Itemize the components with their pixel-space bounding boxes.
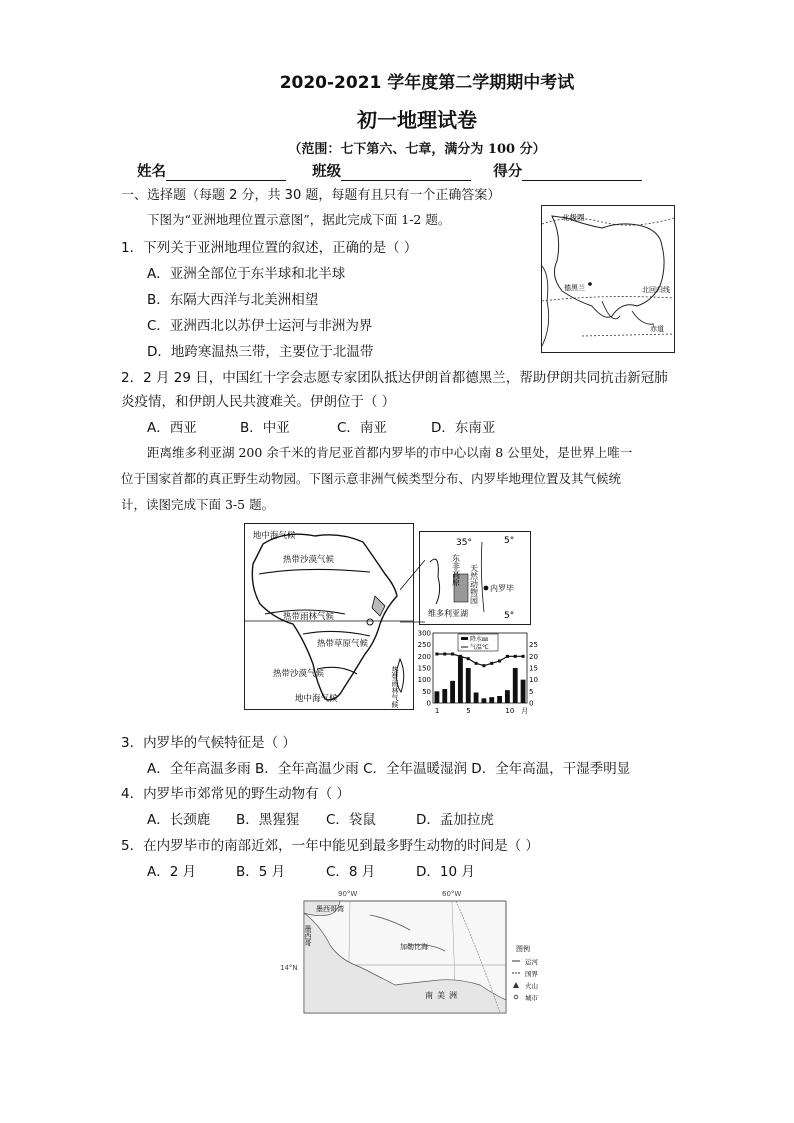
legend-title: 图例 [516, 945, 530, 953]
name-label: 姓名 [137, 164, 166, 180]
asia-location-map [541, 205, 675, 353]
inset-label-wildlife-park: 天然动物园 [469, 564, 479, 604]
q5-option-d[interactable]: D．10 月 [416, 864, 475, 880]
precip-bar-6 [474, 693, 479, 704]
q5-option-c[interactable]: C．8 月 [326, 864, 376, 880]
temperature-point-8 [490, 662, 493, 665]
mexico-label: 墨西哥 [304, 925, 312, 946]
precip-bar-1 [435, 691, 440, 703]
lon-90w-label: 90°W [338, 890, 358, 898]
left-axis-tick-4: 200 [417, 652, 431, 661]
zone-label-desert-north: 热带沙漠气候 [283, 555, 335, 565]
q1-option-a[interactable]: A．亚洲全部位于东半球和北半球 [147, 266, 346, 282]
question-1-stem: 1．下列关于亚洲地理位置的叙述，正确的是（ ） [121, 240, 418, 256]
q2-option-a[interactable]: A．西亚 [147, 420, 197, 436]
precip-bar-12 [521, 680, 526, 703]
passage-line2: 位于国家首都的真正野生动物园。下图示意非洲气候类型分布、内罗毕地理位置及其气候统 [121, 471, 622, 486]
class-label: 班级 [312, 164, 342, 180]
inset-label-35deg: 35° [456, 538, 472, 548]
q3-options[interactable]: A．全年高温多雨 B．全年高温少雨 C．全年温暖湿润 D．全年高温，干湿季明显 [147, 761, 631, 777]
temperature-point-10 [506, 655, 509, 658]
nairobi-inset-map [419, 531, 531, 625]
question-4-stem: 4．内罗毕市郊常见的野生动物有（ ） [121, 786, 350, 802]
temperature-point-7 [482, 664, 485, 667]
exam-title: 2020-2021 学年度第二学期期中考试 [279, 73, 575, 93]
inset-label-lake-victoria: 维多利亚湖 [428, 609, 468, 618]
lon-60w-label: 60°W [442, 890, 462, 898]
passage-line1: 距离维多利亚湖 200 余千米的肯尼亚首都内罗毕的市中心以南 8 公里处，是世界上唯一 [147, 445, 633, 460]
left-axis-tick-0: 0 [426, 699, 431, 708]
city-icon [514, 995, 518, 999]
section-heading: 一、选择题（每题 2 分，共 30 题，每题有且只有一个正确答案） [121, 188, 501, 203]
right-axis-tick-2: 10 [529, 676, 538, 685]
right-axis-tick-5: 25 [529, 641, 538, 650]
question-5-stem: 5．在内罗毕市的南部近郊，一年中能见到最多野生动物的时间是（ ） [121, 838, 539, 854]
gulf-of-mexico-label: 墨西哥湾 [316, 905, 344, 913]
left-axis-tick-6: 300 [417, 629, 431, 638]
legend-canal: 运河 [525, 958, 538, 966]
inset-label-nairobi: 内罗毕 [490, 584, 514, 593]
volcano-icon [513, 982, 519, 988]
q4-option-a[interactable]: A．长颈鹿 [147, 812, 211, 828]
precip-bar-4 [458, 656, 463, 703]
central-america-map [280, 885, 550, 1020]
q4-option-c[interactable]: C．袋鼠 [326, 812, 376, 828]
q2-option-b[interactable]: B．中亚 [240, 420, 290, 436]
class-field[interactable] [341, 164, 471, 181]
temperature-point-12 [522, 655, 525, 658]
q5-option-a[interactable]: A．2 月 [147, 864, 197, 880]
left-axis-tick-5: 250 [417, 641, 431, 650]
left-axis-tick-3: 150 [417, 664, 431, 673]
right-axis-tick-3: 15 [529, 664, 538, 673]
precip-bar-11 [513, 668, 518, 703]
zone-label-med-south: 地中海气候 [295, 694, 338, 704]
legend-volcano: 火山 [525, 982, 538, 990]
legend-border: 国界 [525, 970, 538, 978]
precip-bar-5 [466, 668, 471, 703]
legend-precip-swatch [461, 637, 468, 640]
legend-temp-label: 气温℃ [470, 644, 489, 651]
score-field[interactable] [522, 164, 642, 181]
student-info-row [137, 160, 642, 181]
legend-precip-label: 降水㎜ [470, 636, 489, 643]
right-axis-tick-4: 20 [529, 652, 538, 661]
map-intro: 下图为“亚洲地理位置示意图”，据此完成下面 1-2 题。 [147, 212, 451, 227]
x-tick-3: 月 [521, 707, 529, 715]
q5-option-b[interactable]: B．5 月 [236, 864, 286, 880]
temperature-point-11 [514, 655, 517, 658]
africa-climate-map [244, 523, 414, 710]
left-axis-tick-2: 100 [417, 676, 431, 685]
question-2-stem-line2: 炎疫情，和伊朗人民共渡难关。伊朗位于（ ） [121, 394, 396, 410]
zone-label-rainforest-madagascar: 热带雨林气候 [391, 666, 399, 708]
q4-option-d[interactable]: D．孟加拉虎 [416, 812, 494, 828]
x-tick-2: 10 [505, 707, 515, 715]
q2-option-c[interactable]: C．南亚 [337, 420, 387, 436]
x-tick-1: 5 [466, 707, 471, 715]
score-label: 得分 [493, 164, 523, 180]
lat-14n-label: 14°N [280, 964, 298, 972]
legend-city: 城市 [525, 994, 538, 1002]
temperature-point-9 [498, 660, 501, 663]
q1-option-c[interactable]: C．亚洲西北以苏伊士运河与非洲为界 [147, 318, 373, 334]
temperature-point-4 [459, 655, 462, 658]
zone-label-rainforest: 热带雨林气候 [283, 612, 335, 622]
precip-bar-7 [482, 698, 487, 703]
temperature-point-1 [435, 653, 438, 656]
nairobi-climate-chart [415, 625, 547, 717]
inset-label-5deg-north: 5° [504, 536, 515, 546]
temperature-point-3 [451, 653, 454, 656]
south-america-label: 南美洲 [425, 991, 461, 1000]
exam-scope: （范围：七下第六、七章，满分为 100 分） [288, 142, 546, 157]
question-2-stem-line1: 2．2 月 29 日，中国红十字会志愿专家团队抵达伊朗首都德黑兰，帮助伊朗共同抗击新冠肺 [121, 370, 668, 386]
zone-label-desert-south: 热带沙漠气候 [273, 669, 325, 679]
precip-bar-10 [505, 690, 510, 703]
caribbean-sea-label: 加勒比海 [400, 943, 428, 951]
inset-label-east-african-plateau: 东非高原 [451, 554, 461, 586]
arctic-circle-label: 北极圈 [562, 213, 585, 222]
q2-option-d[interactable]: D．东南亚 [431, 420, 496, 436]
right-axis-tick-1: 5 [529, 687, 534, 696]
right-axis-tick-0: 0 [529, 699, 534, 708]
tropic-cancer-label: 北回归线 [642, 286, 670, 294]
precip-bar-3 [450, 681, 455, 703]
equator-label: 赤道 [650, 325, 664, 333]
inset-connector-lines [400, 560, 430, 630]
zone-label-savanna: 热带草原气候 [317, 639, 369, 649]
question-3-stem: 3．内罗毕的气候特征是（ ） [121, 735, 296, 751]
precip-bar-2 [442, 689, 447, 703]
temperature-point-5 [467, 657, 470, 660]
precip-bar-9 [497, 696, 502, 703]
zone-label-med-north: 地中海气候 [253, 531, 296, 541]
paper-subtitle: 初一地理试卷 [357, 108, 477, 132]
q4-option-b[interactable]: B．黑猩猩 [236, 812, 300, 828]
q1-option-b[interactable]: B．东隔大西洋与北美洲相望 [147, 292, 319, 308]
temperature-point-6 [475, 662, 478, 665]
name-field[interactable] [166, 164, 286, 181]
inset-label-5deg-south: 5° [504, 611, 515, 621]
tehran-label: 德黑兰 [564, 284, 585, 292]
left-axis-tick-1: 50 [422, 687, 431, 696]
q1-option-d[interactable]: D．地跨寒温热三带，主要位于北温带 [147, 344, 374, 360]
temperature-point-2 [443, 653, 446, 656]
x-tick-0: 1 [434, 707, 440, 715]
passage-line3: 计，读图完成下面 3-5 题。 [121, 497, 275, 512]
precip-bar-8 [489, 697, 494, 703]
